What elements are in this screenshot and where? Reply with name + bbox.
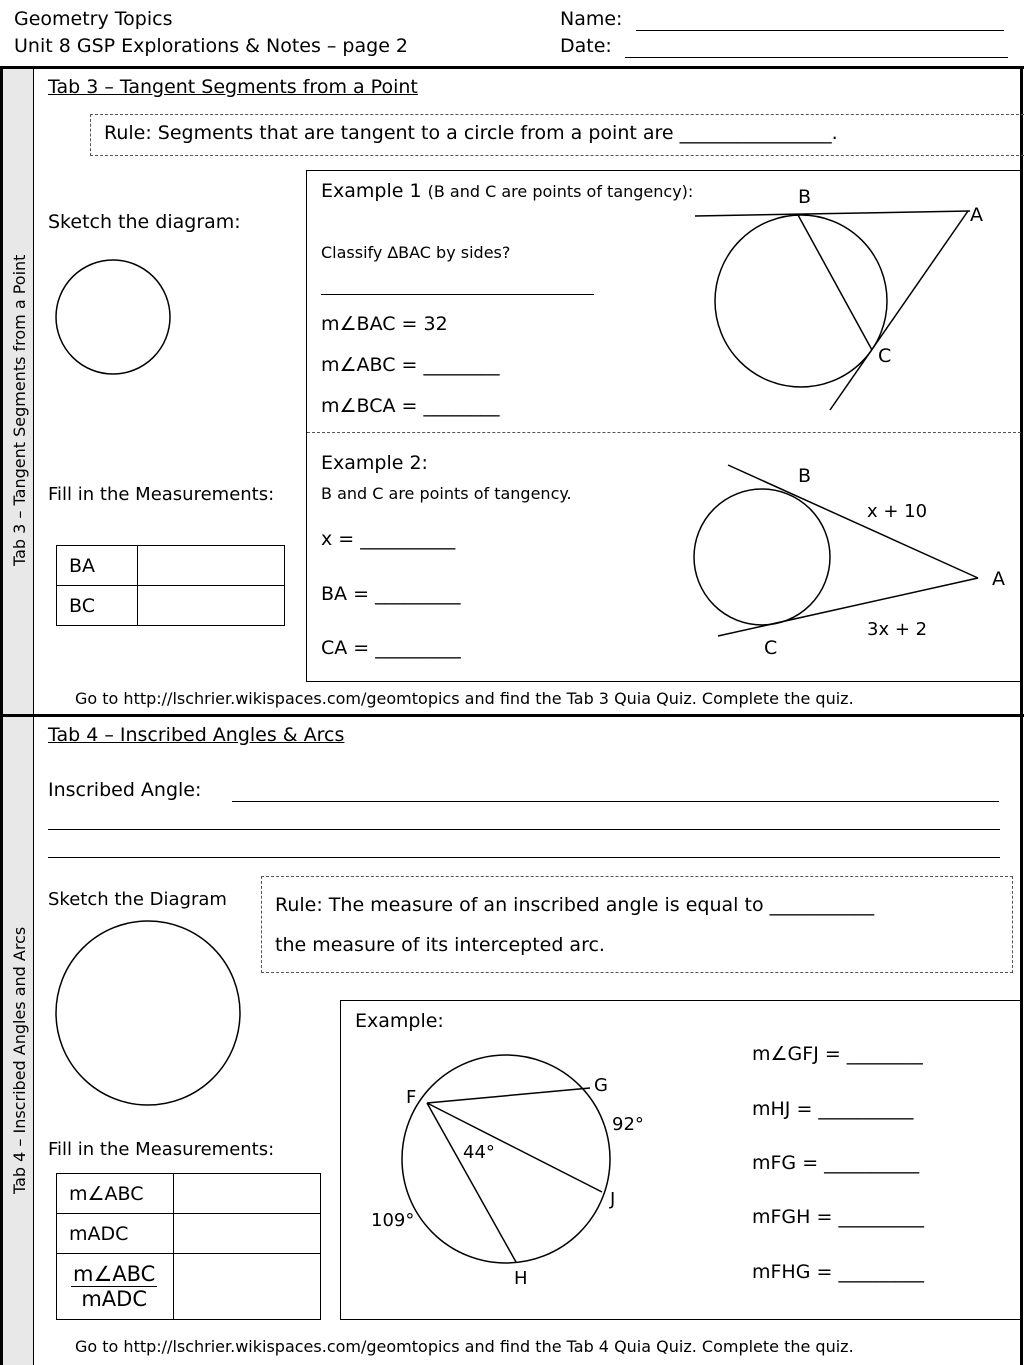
label-f: F	[406, 1087, 417, 1108]
tab4-cell-adc-value[interactable]	[174, 1214, 321, 1254]
tab4-quiz: Go to http://lschrier.wikispaces.com/geomtopics and find the Tab 4 Quia Quiz. Complete the quiz.	[75, 1337, 854, 1356]
tab4-example-title: Example:	[355, 1010, 444, 1032]
ex2-line1: x = __________	[321, 528, 456, 550]
ex1-label-b: B	[798, 186, 812, 208]
tab4-q1: m∠GFJ = ________	[752, 1043, 923, 1065]
ex1-line2: m∠ABC = ________	[321, 354, 500, 376]
tab4-side-label: Tab 4 – Inscribed Angles and Arcs	[10, 926, 29, 1194]
ex1-diagram	[680, 178, 1010, 418]
ex1-label-a: A	[970, 204, 983, 226]
tab3-sketch-label: Sketch the diagram:	[48, 211, 241, 233]
label-j: J	[610, 1189, 616, 1210]
ex1-note: (B and C are points of tangency):	[427, 182, 694, 201]
tab3-cell-ba-label: BA	[57, 546, 138, 586]
ratio-denominator: mADC	[81, 1287, 147, 1311]
ex2-title: Example 2:	[321, 452, 428, 474]
ex1-line3: m∠BCA = ________	[321, 395, 500, 417]
tab4-sketch-circle[interactable]	[50, 915, 250, 1115]
chord-fh	[427, 1103, 516, 1262]
ex2-line2: BA = _________	[321, 583, 461, 605]
angle-label-44: 44°	[463, 1142, 495, 1163]
ex2-tangent-ca	[718, 578, 978, 636]
tab4-cell-ratio-value[interactable]	[174, 1254, 321, 1320]
chord-fg	[427, 1088, 590, 1103]
ex2-tangent-ba	[728, 465, 978, 578]
ex2-circle	[694, 489, 830, 625]
tab3-side-label: Tab 3 – Tangent Segments from a Point	[10, 254, 29, 566]
inscribed-line-2[interactable]	[48, 829, 1000, 830]
tab3-cell-bc-value[interactable]	[138, 586, 285, 626]
course-title: Geometry Topics	[14, 8, 173, 30]
ex2-label-c: C	[764, 637, 778, 659]
tab4-example-diagram	[360, 1050, 660, 1290]
inscribed-line-3[interactable]	[48, 857, 1000, 858]
tab4-q4: mFGH = _________	[752, 1206, 924, 1228]
tab4-cell-adc-label: mADC	[57, 1214, 174, 1254]
tab4-cell-ratio-label	[57, 1254, 174, 1320]
tab3-sketch-circle[interactable]	[50, 255, 180, 385]
chord-fj	[427, 1103, 602, 1192]
ratio-fraction	[71, 1262, 157, 1311]
name-line[interactable]	[636, 30, 1004, 31]
tab3-meas-table	[56, 545, 285, 626]
date-label: Date:	[560, 35, 612, 57]
tab4-rule-2: the measure of its intercepted arc.	[275, 934, 605, 956]
ex1-line1: m∠BAC = 32	[321, 313, 448, 335]
ex2-label-top: x + 10	[867, 501, 928, 522]
ex2-label-bottom: 3x + 2	[867, 619, 928, 640]
tab4-q2: mHJ = __________	[752, 1098, 914, 1120]
ex1-tangent-ba	[695, 211, 970, 216]
tab4-q5: mFHG = _________	[752, 1261, 924, 1283]
ex1-title: Example 1	[321, 180, 422, 202]
tab3-fill-label: Fill in the Measurements:	[48, 484, 275, 505]
tab3-cell-bc-label: BC	[57, 586, 138, 626]
inscribed-line-1[interactable]	[232, 801, 999, 802]
ex1-question: Classify ∆BAC by sides?	[321, 243, 511, 262]
tab3-examples-divider	[307, 432, 1021, 433]
tab3-quiz: Go to http://lschrier.wikispaces.com/geomtopics and find the Tab 3 Quia Quiz. Complete the quiz.	[75, 689, 854, 708]
ex1-answer-line[interactable]	[321, 294, 594, 295]
tab4-cell-abc-value[interactable]	[174, 1174, 321, 1214]
tab4-rule-1: Rule: The measure of an inscribed angle is equal to ___________	[275, 894, 875, 916]
date-line[interactable]	[625, 57, 1008, 58]
tab4-sketch-label: Sketch the Diagram	[48, 889, 227, 910]
ex2-note: B and C are points of tangency.	[321, 484, 572, 503]
tab4-meas-table	[56, 1173, 321, 1320]
ex2-label-b: B	[798, 465, 812, 487]
arc-label-92: 92°	[612, 1114, 644, 1135]
arc-label-109: 109°	[371, 1210, 415, 1231]
section-divider	[0, 714, 1024, 717]
tab3-cell-ba-value[interactable]	[138, 546, 285, 586]
ratio-numerator: m∠ABC	[73, 1262, 156, 1286]
tab4-inscribed-label: Inscribed Angle:	[48, 779, 202, 801]
label-g: G	[594, 1075, 608, 1096]
ex1-chord-bc	[798, 215, 872, 350]
tab4-title: Tab 4 – Inscribed Angles & Arcs	[48, 724, 345, 746]
ex2-line3: CA = _________	[321, 637, 461, 659]
ex2-diagram	[680, 455, 1015, 670]
label-h: H	[514, 1268, 528, 1289]
tab4-cell-abc-label: m∠ABC	[57, 1174, 174, 1214]
tab3-rule: Rule: Segments that are tangent to a circle from a point are ________________.	[104, 122, 838, 144]
name-label: Name:	[560, 8, 623, 30]
tab4-q3: mFG = __________	[752, 1152, 920, 1174]
unit-title: Unit 8 GSP Explorations & Notes – page 2	[14, 35, 409, 57]
ex1-label-c: C	[878, 345, 892, 367]
tab3-title: Tab 3 – Tangent Segments from a Point	[48, 76, 418, 98]
ex1-circle	[715, 215, 887, 387]
tab4-circle	[402, 1055, 610, 1263]
tab4-rule-box	[261, 876, 1013, 973]
ex2-label-a: A	[992, 568, 1005, 590]
tab4-fill-label: Fill in the Measurements:	[48, 1139, 275, 1160]
ex1-title-row	[321, 180, 693, 202]
